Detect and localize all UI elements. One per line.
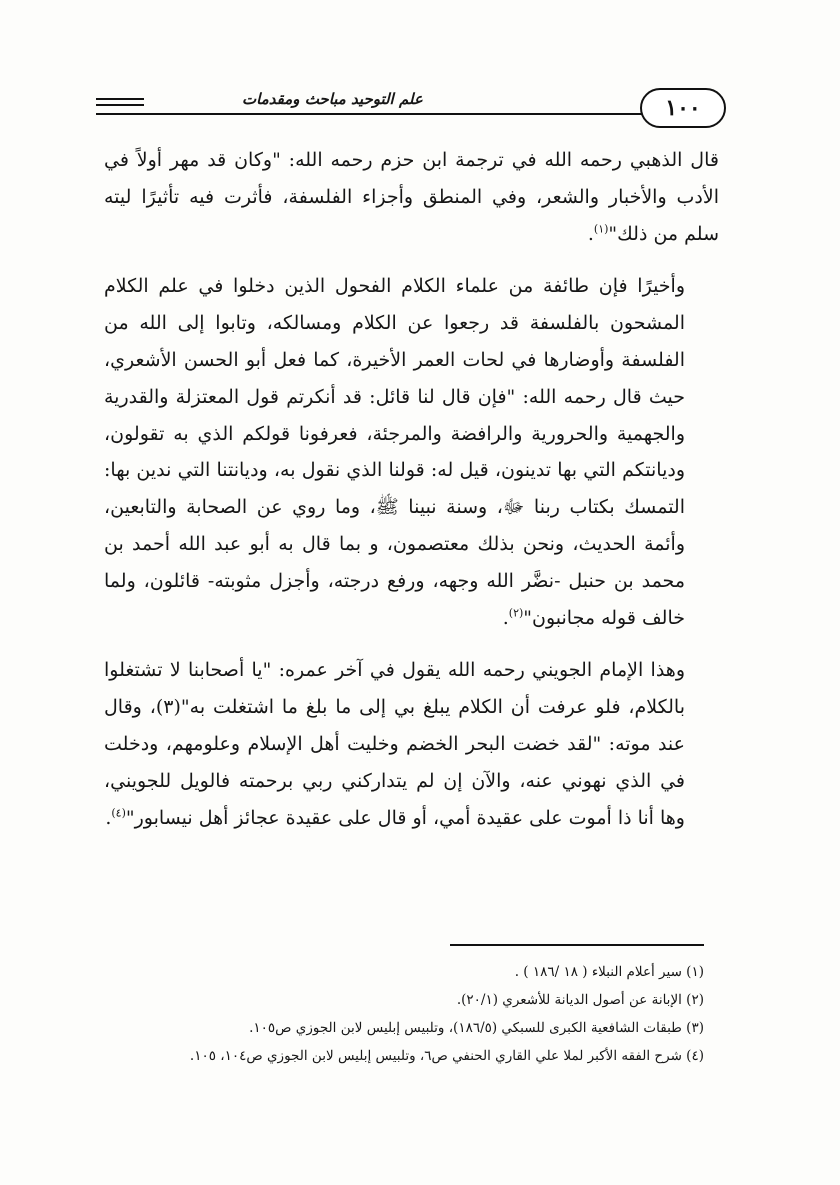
footnote: (٤) شرح الفقه الأكبر لملا علي القاري الحنفي ص٦، وتلبيس إبليس لابن الجوزي ص١٠٤، ١٠٥.: [189, 1048, 704, 1064]
text-line: وأخيرًا فإن طائفة من علماء الكلام الفحول الذين دخلوا في علم الكلام: [104, 275, 685, 298]
footnote: (٢) الإبانة عن أصول الديانة للأشعري (٢٠/١).: [456, 992, 704, 1008]
header-rule: [96, 113, 646, 115]
text-line: بالكلام، فلو عرفت أن الكلام يبلغ بي إلى ما بلغ ما اشتغلت به"(٣)، وقال عند: [104, 696, 685, 755]
text-line: قال الذهبي رحمه الله في ترجمة ابن حزم رحمه الله: "وكان قد مهر أولاً في: [104, 149, 719, 171]
paragraph: [104, 652, 719, 836]
text-line: وهذا الإمام الجويني رحمه الله يقول في آخر عمره: "يا أصحابنا لا تشتغلوا: [104, 659, 685, 682]
running-title: علم التوحيد مباحث ومقدمات: [234, 90, 431, 108]
text-line: معتصمون، و بما قال به أبو عبد الله أحمد بن محمد بن حنبل -نضَّر الله وجهه،: [104, 532, 685, 592]
footnote: (١) سير أعلام النبلاء ( ١٨ /١٨٦ ) .: [514, 964, 704, 980]
text-line: قيل له: قولنا الذي نقول به، وديانتنا التي ندين بها: التمسك بكتاب ربنا ﷻ،: [104, 459, 685, 519]
footnote-ref[interactable]: (١): [593, 222, 609, 236]
footnotes: [104, 958, 704, 1070]
text-line: أموت على عقيدة أمي، أو قال على عقيدة عجائز أهل نيسابور": [125, 806, 612, 829]
line-end: .: [587, 222, 594, 245]
text-line: والرافضة والمرجئة، فعرفونا قولكم الذي به تقولون، وديانتكم التي بها تدينون،: [104, 422, 685, 482]
text-line: الأدب والأخبار والشعر، وفي المنطق وأجزاء الفلسفة، فأثرت فيه تأثيرًا ليته سلم: [104, 185, 719, 245]
paragraph: [104, 142, 719, 252]
text-line: من ذلك": [608, 222, 679, 245]
text-line: رحمه الله: "فإن قال لنا قائل: قد أنكرتم قول المعتزلة والقدرية والجهمية والحرورية: [104, 385, 685, 445]
main-text: [104, 142, 719, 836]
line-end: .: [502, 606, 509, 629]
line-end: .: [105, 806, 112, 829]
page-header: [96, 86, 726, 132]
text-line: الذي نهوني عنه، والآن إن لم يتداركني ربي برحمته فالويل للجويني، وها أنا ذا: [104, 769, 685, 829]
footnote-ref[interactable]: (٢): [508, 606, 524, 620]
text-line: وأوضارها في لحات العمر الأخيرة، كما فعل أبو الحسن الأشعري، حيث قال: [104, 348, 685, 408]
footnote: (٣) طبقات الشافعية الكبرى للسبكي (١٨٦/٥)، وتلبيس إبليس لابن الجوزي ص١٠٥.: [249, 1020, 704, 1036]
footnote-separator: [450, 944, 704, 946]
paragraph: [104, 268, 719, 636]
page-number-badge: ١٠٠: [640, 88, 726, 128]
header-ornament-bars: [96, 98, 144, 110]
text-line: ورفع درجته، وأجزل مثوبته- قائلون، ولما خالف قوله مجانبون": [104, 569, 685, 629]
text-line: وسنة نبينا ﷺ، وما روي عن الصحابة والتابعين، وأئمة الحديث، ونحن بذلك: [104, 496, 685, 555]
text-line: موته: "لقد خضت البحر الخضم وخليت أهل الإسلام وعلومهم، ودخلت في: [104, 732, 685, 792]
text-line: المشحون بالفلسفة قد رجعوا عن الكلام ومسالكه، وتابوا إلى الله من الفلسفة: [104, 312, 685, 371]
footnote-ref[interactable]: (٤): [111, 806, 126, 820]
